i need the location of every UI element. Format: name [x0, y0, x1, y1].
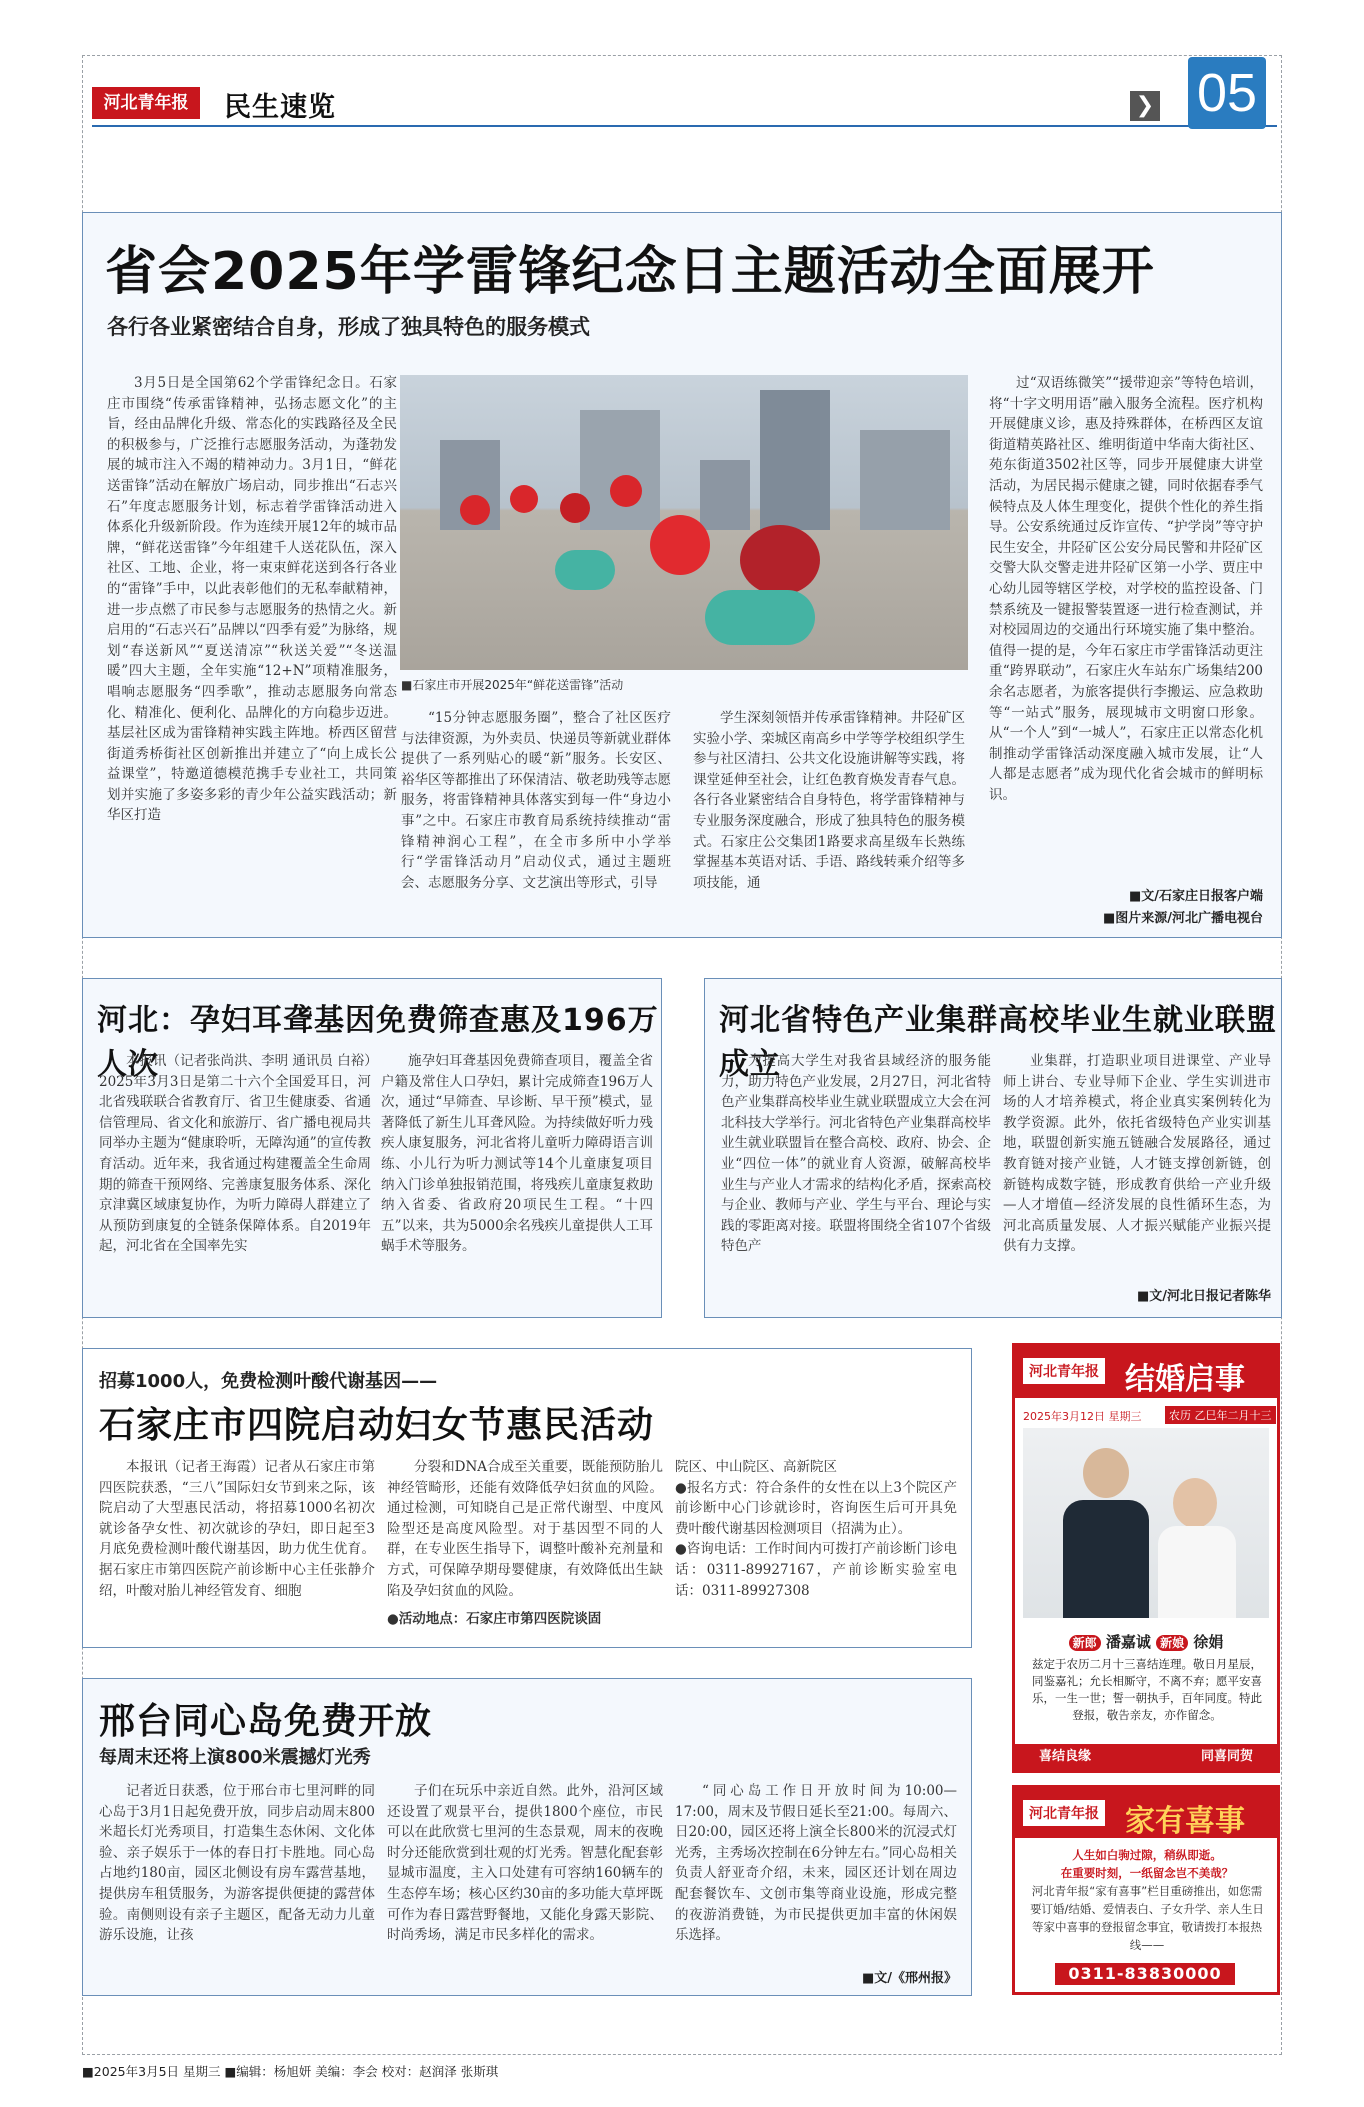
main-col-4: 过“双语练微笑”“援带迎亲”等特色培训，将“十字文明用语”融入服务全流程。医疗机构开展健康义诊，惠及持殊群体，在桥西区友谊街道精英路社区、维明街道中华南大街社区、苑东街道3502社区等，同步开展健康大讲堂活动，为居民揭示健康之键，同时依据春季气候特点及人体生理变化，提供个性化的养生指导。公安系统通过反诈宣传、“护学岗”等守护民生安全，井陉矿区公安分局民警和井陉矿区交警大队交警走进井陉矿区第一小学、贾庄中心幼儿园等辖区学校，对学校的监控设备、门禁系统及一键报警装置逐一进行检查测试，并对校园周边的交通出行环境实施了集中整治。值得一提的是，今年石家庄市学雷锋活动更注重“跨界联动”，石家庄火车站东广场集结200余名志愿者，为旅客提供行李搬运、应急救助等“一站式”服务，展现城市文明窗口形象。从“一个人”到“一城人”，石家庄正以常态化机制推动学雷锋活动深度融入城市发展，让“人人都是志愿者”成为现代化省会城市的鲜明标识。	[989, 375, 1263, 803]
ad2-title: 家有喜事	[1125, 1804, 1245, 1839]
home-celebration-ad	[1012, 1785, 1280, 1995]
ad1-text: 兹定于农历二月十三喜结连理。敬日月星辰，同鉴嘉礼；允长相厮守，不离不弃；愿平安喜乐，一生一世；誓一朝执手，百年同度。特此登报，敬告亲友，亦作留念。	[1032, 1657, 1262, 1722]
article5-col-1: 记者近日获悉，位于邢台市七里河畔的同心岛于3月1日起免费开放，同步启动周末800米超长灯光秀项目，打造集生态休闲、文化体验、亲子娱乐于一体的春日打卡胜地。同心岛占地约180亩，园区北侧设有房车露营基地，提供房车租赁服务，为游客提供便捷的露营体验。南侧则设有亲子主题区，配备无动力儿童游乐设施，让孩	[99, 1783, 375, 1944]
main-col-1: 3月5日是全国第62个学雷锋纪念日。石家庄市围绕“传承雷锋精神，弘扬志愿文化”的主旨，经由品牌化升级、常态化的实践路径及全民的积极参与，广泛推行志愿服务活动，为蓬勃发展的城市注入不竭的精神动力。3月1日，“鲜花送雷锋”活动在解放广场启动，同步推出“石志兴石”年度志愿服务计划，标志着学雷锋活动进入体系化升级新阶段。作为连续开展12年的城市品牌，“鲜花送雷锋”今年组建千人送花队伍，深入社区、工地、企业，将一束束鲜花送到各行各业的“雷锋”手中，以此表彰他们的无私奉献精神，进一步点燃了市民参与志愿服务的热情之火。新启用的“石志兴石”品牌以“四季有爱”为脉络，规划“春送新风”“夏送清凉”“秋送关爱”“冬送温暖”四大主题，全年实施“12+N”项精准服务，唱响志愿服务“四季歌”，推动志愿服务向常态化、精准化、便利化、品牌化的方向稳步迈进。基层社区成为雷锋精神实践主阵地。桥西区留营街道秀桥街社区创新推出并建立了“向上成长公益课堂”，特邀道德模范携手专业社工，共同策划并实施了多姿多彩的青少年公益实践活动；新华区打造	[107, 375, 397, 824]
couple-photo	[1023, 1428, 1269, 1618]
main-byline-text: ■文/石家庄日报客户端	[1128, 889, 1263, 904]
page-footer: ■2025年3月5日 星期三 ■编辑：杨旭妍 美编：李会 校对：赵润泽 张斯琪	[82, 2064, 499, 2079]
main-byline-photo: ■图片来源/河北广播电视台	[1102, 911, 1263, 926]
main-title: 省会2025年学雷锋纪念日主题活动全面展开	[105, 242, 1155, 302]
article4-location: ●活动地点：石家庄市第四医院谈固	[387, 1611, 602, 1627]
article-employment-alliance	[704, 978, 1282, 1318]
article4-col-2: 分裂和DNA合成至关重要，既能预防胎儿神经管畸形，还能有效降低孕妇贫血的风险。通过检测，可知晓自己是正常代谢型、中度风险型还是高度风险型。对于基因型不同的人群，在专业医生指导下，调整叶酸补充剂量和方式，可保障孕期母婴健康，有效降低出生缺陷及孕妇贫血的风险。	[387, 1459, 663, 1599]
ad1-footer: 喜结良缘 同喜同贺	[1015, 1744, 1277, 1770]
article3-col-1: 为提高大学生对我省县域经济的服务能力，助力特色产业发展，2月27日，河北省特色产业集群高校毕业生就业联盟成立大会在河北科技大学举行。河北省特色产业集群高校毕业生就业联盟旨在整合高校、政府、协会、企业“四位一体”的就业育人资源，破解高校毕业生与产业人才需求的结构化矛盾，探索高校与企业、教师与产业、学生与平台、理论与实践的零距离对接。联盟将围绕全省107个省级特色产	[721, 1053, 991, 1255]
news-photo	[400, 375, 968, 670]
article4-col-1: 本报讯（记者王海霞）记者从石家庄市第四医院获悉，“三八”国际妇女节到来之际，该院启动了大型惠民活动，将招募1000名初次就诊备孕女性、初次就诊的孕妇，即日起至3月底免费检测叶酸代谢基因，助力优生优育。据石家庄市第四医院产前诊断中心主任张静介绍，叶酸对胎儿神经管发育、细胞	[99, 1459, 375, 1599]
ad1-logo: 河北青年报	[1023, 1358, 1105, 1384]
article5-col-2: 子们在玩乐中亲近自然。此外，沿河区域还设置了观景平台，提供1800个座位，市民可以在此欣赏七里河的生态景观，周末的夜晚时分还能欣赏到壮观的灯光秀。智慧化配套彰显城市温度，主入口处建有可容纳160辆车的生态停车场；核心区约30亩的多功能大草坪既可作为春日露营野餐地，又能化身露天影院、时尚秀场，满足市民多样化的需求。	[387, 1783, 663, 1944]
article4-title: 石家庄市四院启动妇女节惠民活动	[99, 1405, 655, 1446]
article2-title: 河北：孕妇耳聋基因免费筛查惠及196万人次	[97, 1003, 659, 1082]
ad2-logo: 河北青年报	[1023, 1800, 1105, 1826]
ad2-phone: 0311-83830000	[1055, 1963, 1235, 1985]
article5-col-3: “同心岛工作日开放时间为10:00—17:00，周末及节假日延长至21:00。每周六、日20:00，园区还将上演全长800米的沉浸式灯光秀，主秀场次控制在6分钟左右。”同心岛相关负责人舒亚奇介绍，未来，园区还计划在周边配套餐饮车、文创市集等商业设施，形成完整的夜游消费链，为市民提供更加丰富的休闲娱乐选择。	[675, 1783, 957, 1944]
ad2-text: 人生如白驹过隙，稍纵即逝。 在重要时刻，一纸留念岂不美哉？ 河北青年报“家有喜事”栏目重磅推出，如您需要订婚/结婚、爱情表白、子女升学、亲人生日等家中喜事的登报留念事宜，敬请拨打本报热线——	[1030, 1848, 1264, 1952]
page-header	[92, 85, 1277, 127]
ad1-header	[1015, 1346, 1277, 1398]
section-title: 民生速览	[224, 92, 336, 123]
article2-col-1: 本报讯（记者张尚洪、李明 通讯员 白裕）2025年3月3日是第二十六个全国爱耳日，河北省残联联合省教育厅、省卫生健康委、省通信管理局、省文化和旅游厅、省广播电视局共同举办主题为“健康聆听，无障沟通”的宣传教育活动。近年来，我省通过构建覆盖全生命周期的筛查干预网络、完善康复服务体系、深化京津冀区域康复协作，为听力障碍人群建立了从预防到康复的全链条保障体系。自2019年起，河北省在全国率先实	[99, 1053, 371, 1255]
article5-subtitle: 每周末还将上演800米震撼灯光秀	[99, 1747, 371, 1768]
photo-caption: ■石家庄市开展2025年“鲜花送雷锋”活动	[401, 678, 624, 692]
article-hospital-event	[82, 1348, 972, 1648]
ad1-lunar: 农历 乙巳年二月十三	[1165, 1406, 1276, 1424]
article2-col-2: 施孕妇耳聋基因免费筛查项目，覆盖全省户籍及常住人口孕妇，累计完成筛查196万人次，通过“早筛查、早诊断、早干预”模式，显著降低了新生儿耳聋风险。为持续做好听力残疾人康复服务，河北省将儿童听力障碍语言训练、小儿行为听力测试等14个儿童康复项目纳入门诊单独报销范围，将残疾儿童康复救助纳入省委、省政府20项民生工程。“十四五”以来，共为5000余名残疾儿童提供人工耳蜗手术等服务。	[381, 1053, 653, 1255]
page-number: 05	[1188, 57, 1266, 129]
main-col-2: “15分钟志愿服务圈”，整合了社区医疗与法律资源，为外卖员、快递员等新就业群体提供了一系列贴心的暖“新”服务。长安区、裕华区等都推出了环保清洁、敬老助残等志愿服务，将雷锋精神具体落实到每一件“身边小事”之中。石家庄市教育局系统持续推动“雷锋精神润心工程”，在全市多所中小学举行“学雷锋活动月”启动仪式，通过主题班会、志愿服务分享、文艺演出等形式，引导	[401, 710, 671, 891]
article3-col-2: 业集群，打造职业项目进课堂、产业导师上讲台、专业导师下企业、学生实训进市场的人才培养模式，将企业真实案例转化为教学资源。此外，依托省级特色产业实训基地，联盟创新实施五链融合发展路径，通过教育链对接产业链，人才链支撑创新链，创新链构成数字链，形成教育供给一产业升级—人才增值—经济发展的良性循环生态，为河北高质量发展、人才振兴赋能产业振兴提供有力支撑。	[1003, 1053, 1271, 1255]
article-hearing-screening	[82, 978, 662, 1318]
article3-title: 河北省特色产业集群高校毕业生就业联盟成立	[719, 1003, 1277, 1082]
couple-names: 新郎 潘嘉诚 新娘 徐娟	[1015, 1631, 1277, 1652]
ad1-title: 结婚启事	[1125, 1362, 1245, 1397]
wedding-announcement-ad	[1012, 1343, 1280, 1773]
article4-kicker: 招募1000人，免费检测叶酸代谢基因——	[99, 1371, 438, 1392]
article3-byline: ■文/河北日报记者陈华	[1136, 1289, 1271, 1304]
newspaper-logo: 河北青年报	[92, 87, 200, 119]
article4-col-3: 院区、中山院区、高新院区 ●报名方式：符合条件的女性在以上3个院区产前诊断中心门诊就诊时，咨询医生后可开具免费叶酸代谢基因检测项目（招满为止）。 ●咨询电话：工作时间内可拨打产前诊断门诊电话：0311-89927167，产前诊断实验室电话：0311-89927308	[675, 1459, 957, 1599]
article5-title: 邢台同心岛免费开放	[99, 1701, 433, 1742]
main-subtitle: 各行各业紧密结合自身，形成了独具特色的服务模式	[107, 315, 590, 339]
article-tongxin-island	[82, 1678, 972, 1996]
ad1-date: 2025年3月12日 星期三	[1023, 1410, 1142, 1423]
chevron-right-icon[interactable]: ❯	[1130, 91, 1160, 121]
main-col-3: 学生深刻领悟并传承雷锋精神。井陉矿区实验小学、栾城区南高乡中学等学校组织学生参与社区清扫、公共文化设施讲解等实践，将课堂延伸至社会，让红色教育焕发青春气息。各行各业紧密结合自身特色，将学雷锋精神与专业服务深度融合，形成了独具特色的服务模式。石家庄公交集团1路要求高星级车长熟练掌握基本英语对话、手语、路线转乘介绍等多项技能，通	[693, 710, 965, 891]
article5-byline: ■文/《邢州报》	[861, 1971, 957, 1986]
ad2-header	[1015, 1788, 1277, 1838]
